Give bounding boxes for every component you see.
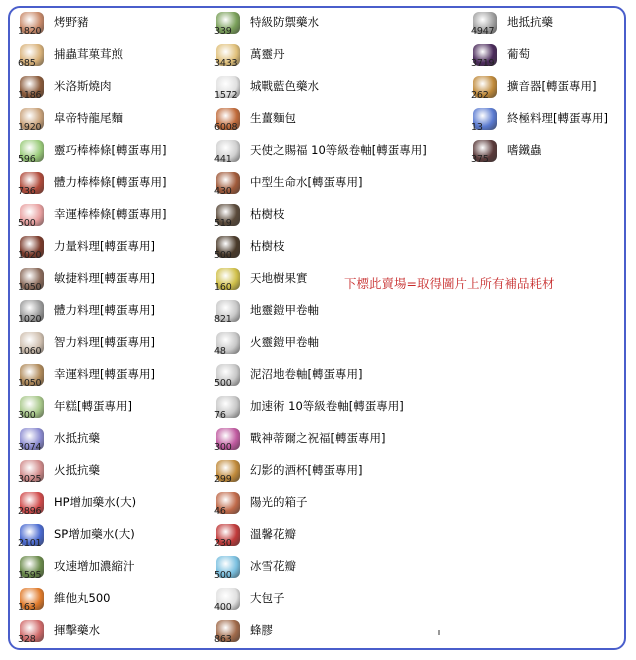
item-count: 375 bbox=[471, 154, 489, 165]
item-count: 4947 bbox=[471, 26, 495, 37]
item-name: 幸運棒棒條[轉蛋專用] bbox=[54, 207, 167, 221]
list-item bbox=[18, 266, 208, 296]
list-item bbox=[18, 138, 208, 168]
list-item bbox=[214, 330, 404, 360]
item-count: 1186 bbox=[18, 90, 42, 101]
item-count: 821 bbox=[214, 314, 232, 325]
item-name: 泥沼地卷軸[轉蛋專用] bbox=[250, 367, 363, 381]
list-item bbox=[214, 458, 404, 488]
list-item bbox=[214, 490, 404, 520]
item-name: 萬靈丹 bbox=[250, 47, 285, 61]
item-count: 48 bbox=[214, 346, 226, 357]
item-count: 160 bbox=[214, 282, 232, 293]
sale-note: 下標此賣場=取得圖片上所有補品耗材 bbox=[344, 276, 555, 291]
list-item bbox=[18, 298, 208, 328]
item-name: 米洛斯燒肉 bbox=[54, 79, 112, 93]
item-name: 智力料理[轉蛋專用] bbox=[54, 335, 155, 349]
list-item bbox=[471, 74, 636, 104]
list-item bbox=[18, 42, 208, 72]
list-item bbox=[18, 330, 208, 360]
item-name: 捕蟲茸菓茸煎 bbox=[54, 47, 123, 61]
list-item bbox=[18, 426, 208, 456]
item-name: 擴音器[轉蛋專用] bbox=[507, 79, 597, 93]
item-name: 冰雪花瓣 bbox=[250, 559, 296, 573]
list-item bbox=[471, 10, 636, 40]
list-item bbox=[214, 10, 404, 40]
item-name: 地靈鎧甲卷軸 bbox=[250, 303, 319, 317]
list-item bbox=[214, 394, 404, 424]
item-count: 262 bbox=[471, 90, 489, 101]
list-item bbox=[214, 42, 404, 72]
list-item bbox=[18, 394, 208, 424]
item-name: 枯樹枝 bbox=[250, 239, 285, 253]
list-item bbox=[18, 522, 208, 552]
item-name: 天地樹果實 bbox=[250, 271, 308, 285]
item-name: 地抵抗藥 bbox=[507, 15, 553, 29]
list-item bbox=[18, 554, 208, 584]
item-name: 力量料理[轉蛋專用] bbox=[54, 239, 155, 253]
item-count: 328 bbox=[18, 634, 36, 645]
item-name: 水抵抗藥 bbox=[54, 431, 100, 445]
list-item bbox=[214, 234, 404, 264]
item-count: 596 bbox=[18, 154, 36, 165]
list-item bbox=[214, 554, 404, 584]
list-item bbox=[18, 458, 208, 488]
item-count: 500 bbox=[18, 218, 36, 229]
item-count: 736 bbox=[18, 186, 36, 197]
list-item bbox=[471, 106, 636, 136]
item-name: 火靈鎧甲卷軸 bbox=[250, 335, 319, 349]
item-count: 3025 bbox=[18, 474, 42, 485]
item-count: 300 bbox=[18, 410, 36, 421]
item-count: 1572 bbox=[214, 90, 238, 101]
item-count: 519 bbox=[214, 218, 232, 229]
item-name: 年糕[轉蛋專用] bbox=[54, 399, 132, 413]
item-name: 枯樹枝 bbox=[250, 207, 285, 221]
list-item bbox=[214, 362, 404, 392]
list-item bbox=[18, 202, 208, 232]
item-name: 天使之賜福 10等級卷軸[轉蛋專用] bbox=[250, 143, 427, 157]
item-count: 163 bbox=[18, 602, 36, 613]
item-count: 1595 bbox=[18, 570, 42, 581]
item-count: 685 bbox=[18, 58, 36, 69]
item-name: 葡萄 bbox=[507, 47, 530, 61]
item-name: 溫馨花瓣 bbox=[250, 527, 296, 541]
list-item bbox=[18, 170, 208, 200]
item-count: 441 bbox=[214, 154, 232, 165]
item-count: 1020 bbox=[18, 314, 42, 325]
list-item bbox=[214, 586, 404, 616]
item-name: 體力棒棒條[轉蛋專用] bbox=[54, 175, 167, 189]
item-count: 863 bbox=[214, 634, 232, 645]
item-name: 加速術 10等級卷軸[轉蛋專用] bbox=[250, 399, 404, 413]
list-item bbox=[214, 74, 404, 104]
list-item bbox=[471, 138, 636, 168]
item-count: 300 bbox=[214, 442, 232, 453]
list-item bbox=[214, 618, 404, 648]
list-item bbox=[18, 74, 208, 104]
item-name: 中型生命水[轉蛋專用] bbox=[250, 175, 363, 189]
item-name: 嗜鐵蟲 bbox=[507, 143, 542, 157]
item-name: HP增加藥水(大) bbox=[54, 495, 137, 509]
item-name: 維他丸500 bbox=[54, 591, 111, 605]
list-item bbox=[18, 10, 208, 40]
tick-mark bbox=[438, 630, 440, 635]
item-count: 1050 bbox=[18, 378, 42, 389]
item-name: 攻速增加濃縮汁 bbox=[54, 559, 135, 573]
list-item bbox=[18, 618, 208, 648]
item-name: 陽光的箱子 bbox=[250, 495, 308, 509]
item-name: 終極料理[轉蛋專用] bbox=[507, 111, 608, 125]
item-name: 特級防禦藥水 bbox=[250, 15, 319, 29]
list-item bbox=[18, 106, 208, 136]
item-name: 靈巧棒棒條[轉蛋專用] bbox=[54, 143, 167, 157]
item-name: 城戰藍色藥水 bbox=[250, 79, 319, 93]
item-count: 430 bbox=[214, 186, 232, 197]
item-count: 1920 bbox=[18, 122, 42, 133]
item-name: 體力料理[轉蛋專用] bbox=[54, 303, 155, 317]
list-item bbox=[471, 42, 636, 72]
item-count: 2896 bbox=[18, 506, 42, 517]
list-item bbox=[214, 106, 404, 136]
item-count: 500 bbox=[214, 250, 232, 261]
item-count: 230 bbox=[214, 538, 232, 549]
item-name: 生薑麵包 bbox=[250, 111, 296, 125]
item-count: 3433 bbox=[214, 58, 238, 69]
item-name: 大包子 bbox=[250, 591, 285, 605]
item-count: 6008 bbox=[214, 122, 238, 133]
list-item bbox=[214, 522, 404, 552]
item-name: 皐帝特龍尾麵 bbox=[54, 111, 123, 125]
item-count: 1060 bbox=[18, 346, 42, 357]
item-name: 揮擊藥水 bbox=[54, 623, 100, 637]
item-count: 299 bbox=[214, 474, 232, 485]
item-count: 3074 bbox=[18, 442, 42, 453]
list-item bbox=[214, 138, 427, 168]
list-item bbox=[214, 202, 404, 232]
list-item bbox=[18, 362, 208, 392]
item-count: 2101 bbox=[18, 538, 42, 549]
item-count: 500 bbox=[214, 378, 232, 389]
item-count: 1820 bbox=[18, 26, 42, 37]
item-count: 500 bbox=[214, 570, 232, 581]
item-name: 幸運料理[轉蛋專用] bbox=[54, 367, 155, 381]
item-count: 1050 bbox=[18, 282, 42, 293]
item-name: 幻影的酒杯[轉蛋專用] bbox=[250, 463, 363, 477]
list-item bbox=[18, 490, 208, 520]
item-name: 烤野豬 bbox=[54, 15, 89, 29]
item-name: 戰神蒂爾之祝福[轉蛋專用] bbox=[250, 431, 386, 445]
item-count: 13 bbox=[471, 122, 483, 133]
list-item bbox=[214, 298, 404, 328]
item-count: 76 bbox=[214, 410, 226, 421]
list-item bbox=[214, 170, 404, 200]
item-count: 3719 bbox=[471, 58, 495, 69]
item-count: 1020 bbox=[18, 250, 42, 261]
item-name: 火抵抗藥 bbox=[54, 463, 100, 477]
item-count: 46 bbox=[214, 506, 226, 517]
item-name: 敏捷料理[轉蛋專用] bbox=[54, 271, 155, 285]
item-name: SP增加藥水(大) bbox=[54, 527, 135, 541]
item-count: 339 bbox=[214, 26, 232, 37]
list-item bbox=[214, 426, 404, 456]
item-count: 400 bbox=[214, 602, 232, 613]
list-item bbox=[18, 586, 208, 616]
list-item bbox=[18, 234, 208, 264]
item-name: 蜂膠 bbox=[250, 623, 273, 637]
